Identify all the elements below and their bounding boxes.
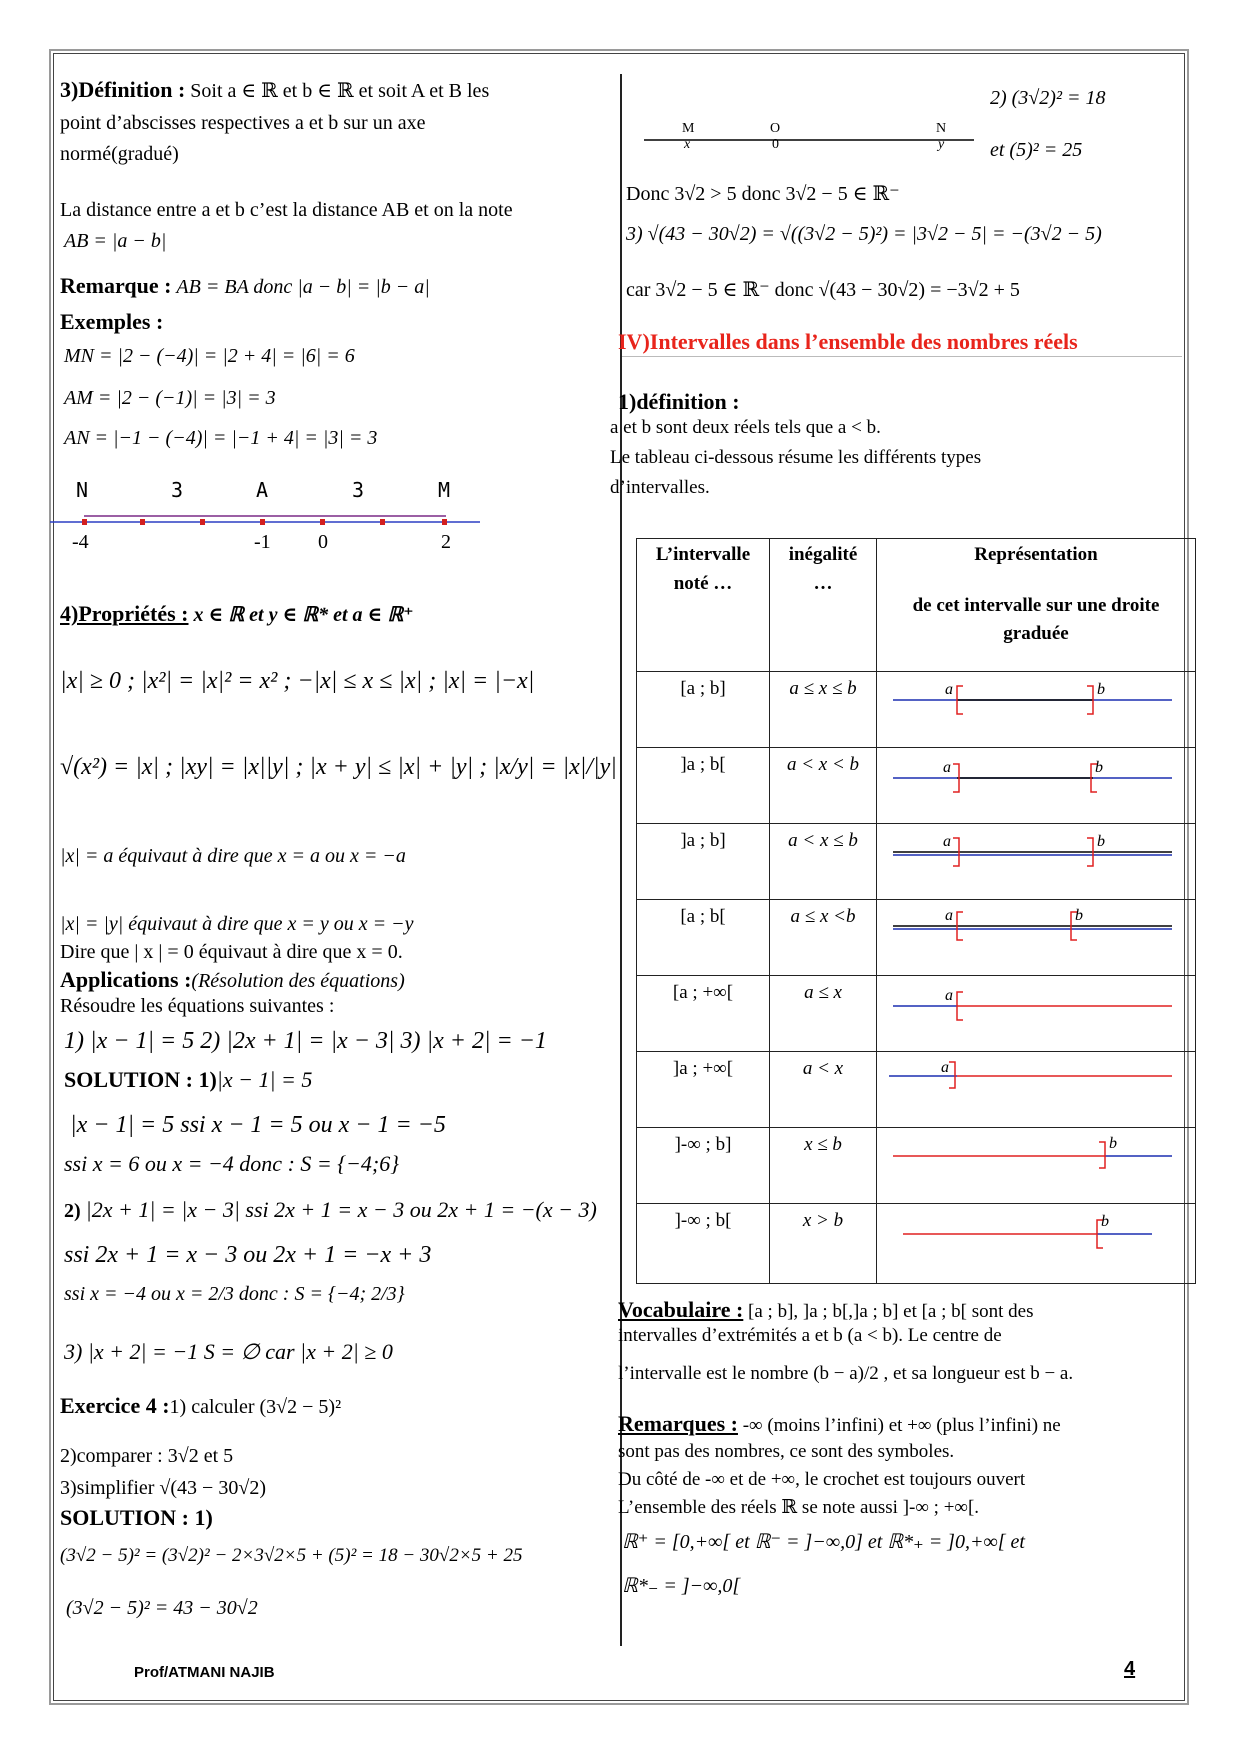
definition-title: 3)Définition : bbox=[60, 77, 186, 102]
mini-axis bbox=[644, 122, 984, 162]
interval-drawing bbox=[877, 1128, 1187, 1198]
cell-interval: ]a ; b[ bbox=[637, 748, 770, 824]
cell-interval: [a ; +∞[ bbox=[637, 976, 770, 1052]
cell-inequality: a < x < b bbox=[770, 748, 877, 824]
remarks-line-4: L’ensemble des réels ℝ se note aussi ]-∞ ; +∞[. bbox=[618, 1497, 980, 1518]
remarks-line-5: ℝ⁺ = [0,+∞[ et ℝ⁻ = ]−∞,0] et ℝ*₊ = ]0,+∞[ et bbox=[622, 1531, 1025, 1553]
mini-axis-N: N bbox=[936, 121, 947, 136]
mini-axis-M: M bbox=[682, 121, 695, 136]
remarks-line-2: sont pas des nombres, ce sont des symboles. bbox=[618, 1441, 955, 1462]
cell-inequality: a < x ≤ b bbox=[770, 824, 877, 900]
solution-line bbox=[64, 1066, 312, 1094]
exercise-title: Exercice 4 : bbox=[60, 1393, 170, 1418]
cell-representation bbox=[877, 824, 1196, 900]
header-inequality-line-2: … bbox=[813, 572, 833, 594]
section-rule bbox=[622, 356, 1182, 357]
solution-3: 3) |x + 2| = −1 S = ∅ car |x + 2| ≥ 0 bbox=[64, 1339, 393, 1364]
label-a: a bbox=[945, 681, 953, 698]
table-row bbox=[637, 1052, 1196, 1128]
interval-drawing bbox=[877, 976, 1187, 1046]
axis-label-N: N bbox=[76, 478, 89, 502]
definition-1-title: 1)définition : bbox=[618, 389, 740, 414]
interval-drawing bbox=[877, 1204, 1187, 1274]
comparison-2b: et (5)² = 25 bbox=[990, 139, 1083, 161]
interval-drawing bbox=[877, 748, 1187, 818]
section-4-title: IV)Intervalles dans l’ensemble des nombres réels bbox=[618, 329, 1078, 354]
definition-line-2: point d’abscisses respectives a et b sur un axe bbox=[60, 112, 426, 134]
distance-formula: AB = |a − b| bbox=[64, 230, 167, 252]
cell-inequality: x > b bbox=[770, 1204, 877, 1284]
table-row bbox=[637, 672, 1196, 748]
label-a: a bbox=[943, 759, 951, 776]
properties-condition: x ∈ ℝ et y ∈ ℝ* et a ∈ ℝ⁺ bbox=[193, 604, 414, 626]
header-inequality bbox=[770, 539, 877, 672]
definition-text: Soit a ∈ ℝ et b ∈ ℝ et soit A et B les bbox=[190, 80, 490, 102]
exercise-q2: 2)comparer : 3√2 et 5 bbox=[60, 1445, 234, 1467]
definition-line-3: normé(gradué) bbox=[60, 143, 179, 165]
distance-text: La distance entre a et b c’est la distance AB et on la note bbox=[60, 199, 513, 221]
cell-representation bbox=[877, 1204, 1196, 1284]
solution-1b: ssi x = 6 ou x = −4 donc : S = {−4;6} bbox=[64, 1151, 400, 1176]
conclusion-line: Donc 3√2 > 5 donc 3√2 − 5 ∈ ℝ⁻ bbox=[626, 183, 900, 205]
remarks-text-1: -∞ (moins l’infini) et +∞ (plus l’infini) ne bbox=[737, 1415, 1061, 1436]
label-b: b bbox=[1097, 681, 1105, 698]
solution-2a: |2x + 1| = |x − 3| ssi 2x + 1 = x − 3 ou 2x + 1 = −(x − 3) bbox=[85, 1197, 597, 1222]
remarks-label: Remarques : bbox=[618, 1411, 738, 1436]
solution-1a: |x − 1| = 5 ssi x − 1 = 5 ou x − 1 = −5 bbox=[70, 1112, 446, 1138]
label-b: b bbox=[1075, 907, 1083, 924]
definition-line-1 bbox=[60, 76, 489, 104]
label-a: a bbox=[943, 833, 951, 850]
table-row bbox=[637, 976, 1196, 1052]
cell-interval: [a ; b[ bbox=[637, 900, 770, 976]
cell-inequality: a ≤ x bbox=[770, 976, 877, 1052]
table-row bbox=[637, 900, 1196, 976]
applications-equations: 1) |x − 1| = 5 2) |2x + 1| = |x − 3| 3) |x + 2| = −1 bbox=[64, 1028, 547, 1054]
cell-representation bbox=[877, 900, 1196, 976]
table-row bbox=[637, 824, 1196, 900]
remarks-line-3: Du côté de -∞ et de +∞, le crochet est toujours ouvert bbox=[618, 1469, 1026, 1490]
property-3: |x| = a équivaut à dire que x = a ou x = −a bbox=[60, 845, 406, 867]
exercise-line bbox=[60, 1392, 341, 1420]
header-interval-line-2: noté … bbox=[673, 572, 733, 594]
table-header-row bbox=[637, 539, 1196, 672]
header-representation bbox=[877, 539, 1196, 672]
header-interval bbox=[637, 539, 770, 672]
simplify-line-1: 3) √(43 − 30√2) = √((3√2 − 5)²) = |3√2 − 5| = −(3√2 − 5) bbox=[626, 223, 1102, 245]
property-4: |x| = |y| équivaut à dire que x = y ou x = −y bbox=[60, 913, 414, 935]
property-2: √(x²) = |x| ; |xy| = |x||y| ; |x + y| ≤ |x| + |y| ; |x/y| = |x|/|y| bbox=[60, 754, 617, 780]
solution-4-title: SOLUTION : 1) bbox=[60, 1505, 213, 1530]
vocabulary-line-2: intervalles d’extrémités a et b (a < b). Le centre de bbox=[618, 1325, 1002, 1346]
cell-interval: ]a ; +∞[ bbox=[637, 1052, 770, 1128]
table-row bbox=[637, 1128, 1196, 1204]
example-2: AM = |2 − (−1)| = |3| = 3 bbox=[64, 387, 276, 409]
label-b: b bbox=[1095, 759, 1103, 776]
header-representation-line-1: Représentation bbox=[974, 544, 1098, 565]
remark-text: AB = BA donc |a − b| = |b − a| bbox=[176, 276, 430, 298]
definition-1-line-2: Le tableau ci-dessous résume les différents types bbox=[610, 447, 982, 468]
remark-label: Remarque : bbox=[60, 273, 172, 298]
axis-tick--4: -4 bbox=[72, 531, 89, 553]
number-line-figure bbox=[50, 474, 490, 554]
cell-inequality: a ≤ x ≤ b bbox=[770, 672, 877, 748]
cell-inequality: x ≤ b bbox=[770, 1128, 877, 1204]
applications-title: Applications : bbox=[60, 967, 192, 992]
cell-inequality: a < x bbox=[770, 1052, 877, 1128]
solution-4b: (3√2 − 5)² = 43 − 30√2 bbox=[66, 1597, 258, 1619]
remark-line bbox=[60, 272, 430, 300]
definition-1-line-3: d’intervalles. bbox=[610, 477, 710, 498]
interval-drawing bbox=[877, 824, 1187, 894]
solution-2b: ssi 2x + 1 = x − 3 ou 2x + 1 = −x + 3 bbox=[64, 1242, 432, 1268]
vocabulary-text-1: [a ; b], ]a ; b[,]a ; b] et [a ; b[ sont des bbox=[743, 1301, 1034, 1322]
axis-tick--1: -1 bbox=[254, 531, 271, 553]
exercise-q3: 3)simplifier √(43 − 30√2) bbox=[60, 1477, 266, 1499]
axis-label-3a: 3 bbox=[171, 478, 184, 502]
axis-tick-0: 0 bbox=[318, 531, 328, 553]
mini-axis-figure bbox=[644, 122, 984, 162]
header-representation-line-2: de cet intervalle sur une droite bbox=[912, 594, 1160, 616]
label-a: a bbox=[945, 987, 953, 1004]
label-b: b bbox=[1109, 1135, 1117, 1152]
intervals-table bbox=[636, 538, 1196, 1284]
header-representation-line-3: graduée bbox=[1003, 623, 1069, 644]
axis-label-M: M bbox=[438, 478, 451, 502]
cell-interval: [a ; b] bbox=[637, 672, 770, 748]
vocabulary-label: Vocabulaire : bbox=[618, 1297, 744, 1322]
header-inequality-line-1: inégalité bbox=[788, 544, 858, 565]
solution-4a: (3√2 − 5)² = (3√2)² − 2×3√2×5 + (5)² = 18 − 30√2×5 + 25 bbox=[60, 1545, 523, 1566]
interval-drawing bbox=[877, 1052, 1187, 1122]
examples-title: Exemples : bbox=[60, 309, 164, 334]
exercise-q1: 1) calculer (3√2 − 5)² bbox=[169, 1396, 342, 1418]
remarks-line-1 bbox=[618, 1410, 1061, 1438]
interval-drawing bbox=[877, 900, 1187, 970]
comparison-2a: 2) (3√2)² = 18 bbox=[990, 87, 1106, 109]
applications-line bbox=[60, 966, 405, 994]
page-number: 4 bbox=[1124, 1658, 1136, 1680]
axis-tick-2: 2 bbox=[441, 531, 451, 553]
solution-2-label: 2) bbox=[64, 1200, 81, 1222]
property-5: Dire que | x | = 0 équivaut à dire que x = 0. bbox=[60, 941, 403, 963]
solution-equation: |x − 1| = 5 bbox=[216, 1067, 313, 1092]
vocabulary-line-1 bbox=[618, 1296, 1033, 1324]
interval-drawing bbox=[877, 672, 1187, 742]
solution-title: SOLUTION : 1) bbox=[64, 1067, 217, 1092]
header-interval-line-1: L’intervalle bbox=[655, 544, 751, 565]
label-b: b bbox=[1097, 833, 1105, 850]
property-1: |x| ≥ 0 ; |x²| = |x|² = x² ; −|x| ≤ x ≤ |x| ; |x| = |−x| bbox=[60, 668, 535, 694]
mini-axis-0: 0 bbox=[772, 137, 779, 152]
applications-subtitle: (Résolution des équations) bbox=[191, 970, 405, 992]
simplify-line-2: car 3√2 − 5 ∈ ℝ⁻ donc √(43 − 30√2) = −3√2 + 5 bbox=[626, 279, 1020, 301]
label-a: a bbox=[945, 907, 953, 924]
mini-axis-y: y bbox=[938, 137, 945, 152]
author-footer: Prof/ATMANI NAJIB bbox=[134, 1664, 275, 1681]
mini-axis-O: O bbox=[770, 121, 781, 136]
cell-representation bbox=[877, 976, 1196, 1052]
example-1: MN = |2 − (−4)| = |2 + 4| = |6| = 6 bbox=[64, 345, 355, 367]
cell-representation bbox=[877, 1052, 1196, 1128]
remarks-line-6: ℝ*₋ = ]−∞,0[ bbox=[622, 1575, 741, 1597]
cell-interval: ]a ; b] bbox=[637, 824, 770, 900]
properties-line bbox=[60, 600, 414, 628]
cell-interval: ]-∞ ; b[ bbox=[637, 1204, 770, 1284]
solution-2c: ssi x = −4 ou x = 2/3 donc : S = {−4; 2/3} bbox=[64, 1283, 405, 1305]
table-row bbox=[637, 1204, 1196, 1284]
table-row bbox=[637, 748, 1196, 824]
cell-representation bbox=[877, 672, 1196, 748]
cell-representation bbox=[877, 748, 1196, 824]
cell-interval: ]-∞ ; b] bbox=[637, 1128, 770, 1204]
label-b: b bbox=[1101, 1213, 1109, 1230]
label-a: a bbox=[941, 1059, 949, 1076]
definition-1-line-1: a et b sont deux réels tels que a < b. bbox=[610, 417, 881, 438]
axis-label-3b: 3 bbox=[352, 478, 365, 502]
solution-2-line bbox=[64, 1196, 597, 1224]
mini-axis-x: x bbox=[684, 137, 691, 152]
applications-text: Résoudre les équations suivantes : bbox=[60, 995, 335, 1017]
cell-inequality: a ≤ x <b bbox=[770, 900, 877, 976]
vocabulary-line-3: l’intervalle est le nombre (b − a)/2 , et sa longueur est b − a. bbox=[618, 1363, 1074, 1384]
axis-label-A: A bbox=[256, 478, 269, 502]
example-3: AN = |−1 − (−4)| = |−1 + 4| = |3| = 3 bbox=[64, 427, 378, 449]
cell-representation bbox=[877, 1128, 1196, 1204]
properties-title: 4)Propriétés : bbox=[60, 601, 189, 626]
